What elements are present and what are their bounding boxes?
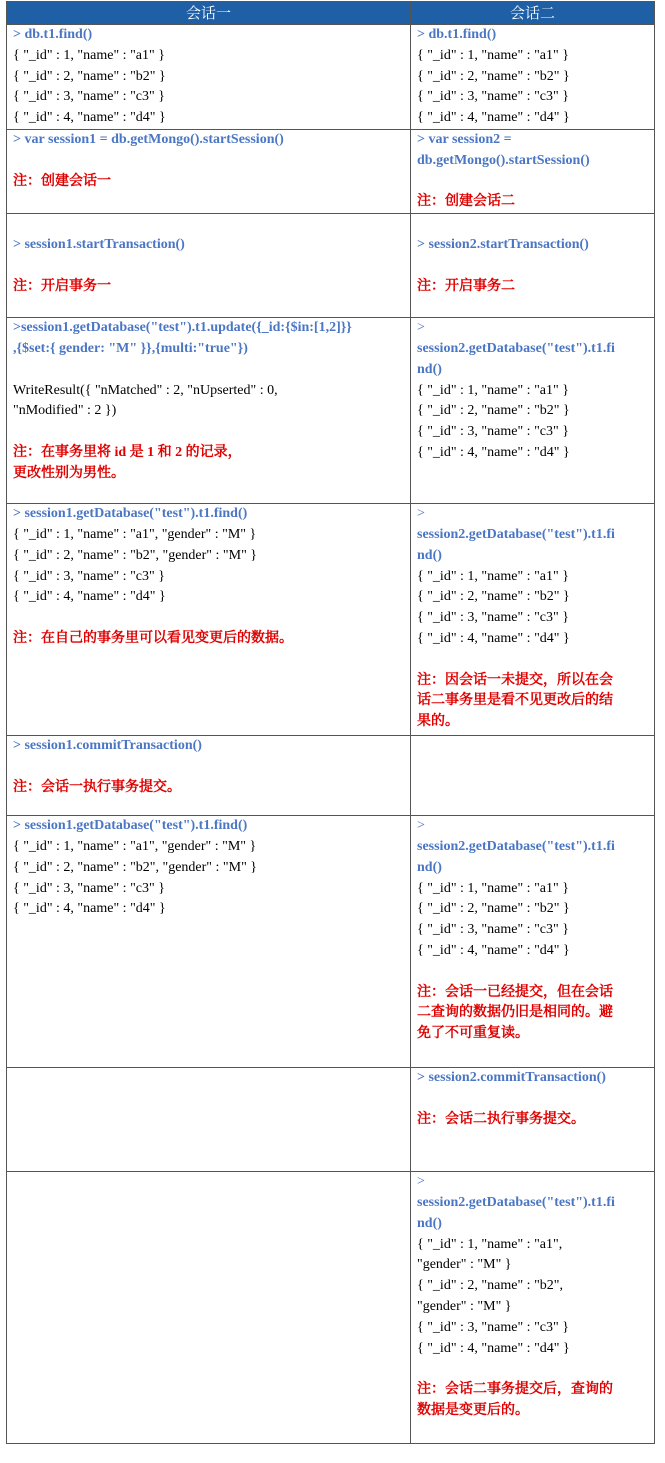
command-line: >session1.getDatabase("test").t1.update({_id:{$in:[1,2]}}	[13, 320, 352, 336]
note-text: 注：会话一已经提交，但在会话	[417, 984, 613, 1000]
session1-cell	[7, 1068, 411, 1172]
command-line: nd()	[417, 547, 442, 563]
output-line: { "_id" : 1, "name" : "a1",	[417, 1236, 563, 1252]
session1-cell	[7, 214, 411, 318]
output-line: { "_id" : 2, "name" : "b2" }	[417, 68, 570, 84]
output-line: { "_id" : 3, "name" : "c3" }	[417, 922, 569, 938]
header-row	[7, 2, 655, 25]
session1-cell	[7, 504, 411, 736]
prompt-symbol: >	[417, 320, 425, 336]
spacer	[13, 151, 404, 172]
session1-cell	[7, 1172, 411, 1444]
spacer	[13, 422, 404, 443]
session1-cell	[7, 25, 411, 130]
command-line: session2.getDatabase("test").t1.fi	[417, 526, 615, 542]
table-row	[7, 1068, 655, 1172]
note-text: 注：会话二事务提交后，查询的	[417, 1382, 613, 1398]
note-text: 果的。	[417, 714, 459, 730]
command-line: > var session2 =	[417, 131, 512, 147]
table-body	[7, 25, 655, 1444]
header-session1: 会话一	[7, 2, 411, 25]
output-line: WriteResult({ "nMatched" : 2, "nUpserted" : 0,	[13, 382, 278, 398]
spacer	[417, 214, 648, 235]
command-line: db.getMongo().startSession()	[417, 152, 590, 168]
command-line: > session2.startTransaction()	[417, 236, 589, 252]
output-line: { "_id" : 1, "name" : "a1" }	[417, 382, 569, 398]
session-comparison-table	[6, 1, 655, 1444]
note-text: 注：在事务里将 id 是 1 和 2 的记录，	[13, 444, 242, 460]
command-line: > var session1 = db.getMongo().startSession()	[13, 131, 284, 147]
output-line: { "_id" : 1, "name" : "a1" }	[417, 880, 569, 896]
output-line: { "_id" : 3, "name" : "c3" }	[417, 424, 569, 440]
table-row	[7, 816, 655, 1068]
spacer	[417, 1089, 648, 1110]
command-line: > db.t1.find()	[417, 27, 497, 42]
table-row	[7, 318, 655, 504]
session1-cell	[7, 318, 411, 504]
session2-cell	[411, 129, 655, 213]
output-line: { "_id" : 2, "name" : "b2" }	[417, 901, 570, 917]
spacer	[13, 360, 404, 381]
command-line: ,{$set:{ gender: "M" }},{multi:"true"})	[13, 340, 248, 356]
table-row	[7, 214, 655, 318]
table-row	[7, 504, 655, 736]
session1-cell	[7, 129, 411, 213]
session2-cell	[411, 1068, 655, 1172]
spacer	[417, 172, 648, 193]
output-line: { "_id" : 4, "name" : "d4" }	[13, 901, 166, 917]
command-line: > session2.commitTransaction()	[417, 1070, 606, 1086]
session2-cell	[411, 318, 655, 504]
output-line: { "_id" : 2, "name" : "b2" }	[13, 68, 166, 84]
table-row	[7, 1172, 655, 1444]
command-line: session2.getDatabase("test").t1.fi	[417, 1194, 615, 1210]
output-line: { "_id" : 2, "name" : "b2" }	[417, 589, 570, 605]
session1-cell	[7, 736, 411, 816]
table-row	[7, 25, 655, 130]
output-line: "gender" : "M" }	[417, 1298, 512, 1314]
output-line: { "_id" : 1, "name" : "a1" }	[417, 47, 569, 63]
note-text: 注：开启事务二	[417, 278, 515, 294]
command-line: > session1.getDatabase("test").t1.find()	[13, 818, 248, 834]
session2-cell	[411, 214, 655, 318]
output-line: { "_id" : 1, "name" : "a1" }	[417, 568, 569, 584]
spacer	[13, 757, 404, 778]
command-line: > session1.getDatabase("test").t1.find()	[13, 506, 248, 522]
note-text: 注：会话一执行事务提交。	[13, 779, 181, 795]
output-line: "nModified" : 2 })	[13, 403, 117, 419]
command-line: > session1.startTransaction()	[13, 236, 185, 252]
note-text: 数据是变更后的。	[417, 1402, 529, 1418]
output-line: { "_id" : 2, "name" : "b2", "gender" : "M" }	[13, 547, 258, 563]
session2-cell	[411, 25, 655, 130]
note-text: 话二事务里是看不见更改后的结	[417, 693, 613, 709]
output-line: { "_id" : 2, "name" : "b2", "gender" : "M" }	[13, 859, 258, 875]
note-text: 注：创建会话一	[13, 173, 111, 189]
output-line: { "_id" : 4, "name" : "d4" }	[13, 110, 166, 126]
output-line: "gender" : "M" }	[417, 1257, 512, 1273]
output-line: { "_id" : 3, "name" : "c3" }	[13, 89, 165, 105]
output-line: { "_id" : 1, "name" : "a1" }	[13, 47, 165, 63]
output-line: { "_id" : 4, "name" : "d4" }	[417, 444, 570, 460]
command-line: session2.getDatabase("test").t1.fi	[417, 340, 615, 356]
spacer	[13, 214, 404, 235]
output-line: { "_id" : 3, "name" : "c3" }	[13, 880, 165, 896]
note-text: 注：在自己的事务里可以看见变更后的数据。	[13, 630, 293, 646]
command-line: > db.t1.find()	[13, 27, 93, 42]
output-line: { "_id" : 4, "name" : "d4" }	[417, 630, 570, 646]
output-line: { "_id" : 4, "name" : "d4" }	[13, 589, 166, 605]
command-line: nd()	[417, 1215, 442, 1231]
output-line: { "_id" : 2, "name" : "b2" }	[417, 403, 570, 419]
session2-cell	[411, 1172, 655, 1444]
output-line: { "_id" : 3, "name" : "c3" }	[417, 1319, 569, 1335]
spacer	[417, 962, 648, 983]
output-line: { "_id" : 3, "name" : "c3" }	[13, 568, 165, 584]
session1-cell	[7, 816, 411, 1068]
output-line: { "_id" : 3, "name" : "c3" }	[417, 610, 569, 626]
command-line: nd()	[417, 859, 442, 875]
spacer	[417, 650, 648, 671]
command-line: nd()	[417, 361, 442, 377]
output-line: { "_id" : 4, "name" : "d4" }	[417, 1340, 570, 1356]
note-text: 注：因会话一未提交，所以在会	[417, 672, 613, 688]
table-row	[7, 129, 655, 213]
prompt-symbol: >	[417, 506, 425, 522]
command-line: session2.getDatabase("test").t1.fi	[417, 838, 615, 854]
command-line: > session1.commitTransaction()	[13, 738, 202, 754]
note-text: 注：创建会话二	[417, 194, 515, 210]
spacer	[13, 256, 404, 277]
output-line: { "_id" : 3, "name" : "c3" }	[417, 89, 569, 105]
note-text: 更改性别为男性。	[13, 465, 125, 481]
session2-cell	[411, 736, 655, 816]
spacer	[13, 608, 404, 629]
spacer	[417, 1359, 648, 1380]
output-line: { "_id" : 2, "name" : "b2",	[417, 1278, 563, 1294]
spacer	[417, 256, 648, 277]
session2-cell	[411, 504, 655, 736]
note-text: 二查询的数据仍旧是相同的。避	[417, 1005, 613, 1021]
table-row	[7, 736, 655, 816]
output-line: { "_id" : 1, "name" : "a1", "gender" : "M" }	[13, 838, 257, 854]
output-line: { "_id" : 4, "name" : "d4" }	[417, 942, 570, 958]
output-line: { "_id" : 1, "name" : "a1", "gender" : "M" }	[13, 526, 257, 542]
note-text: 注：会话二执行事务提交。	[417, 1111, 585, 1127]
prompt-symbol: >	[417, 1174, 425, 1190]
note-text: 免了不可重复读。	[417, 1026, 529, 1042]
header-session2: 会话二	[411, 2, 655, 25]
output-line: { "_id" : 4, "name" : "d4" }	[417, 110, 570, 126]
prompt-symbol: >	[417, 818, 425, 834]
session2-cell	[411, 816, 655, 1068]
note-text: 注：开启事务一	[13, 278, 111, 294]
